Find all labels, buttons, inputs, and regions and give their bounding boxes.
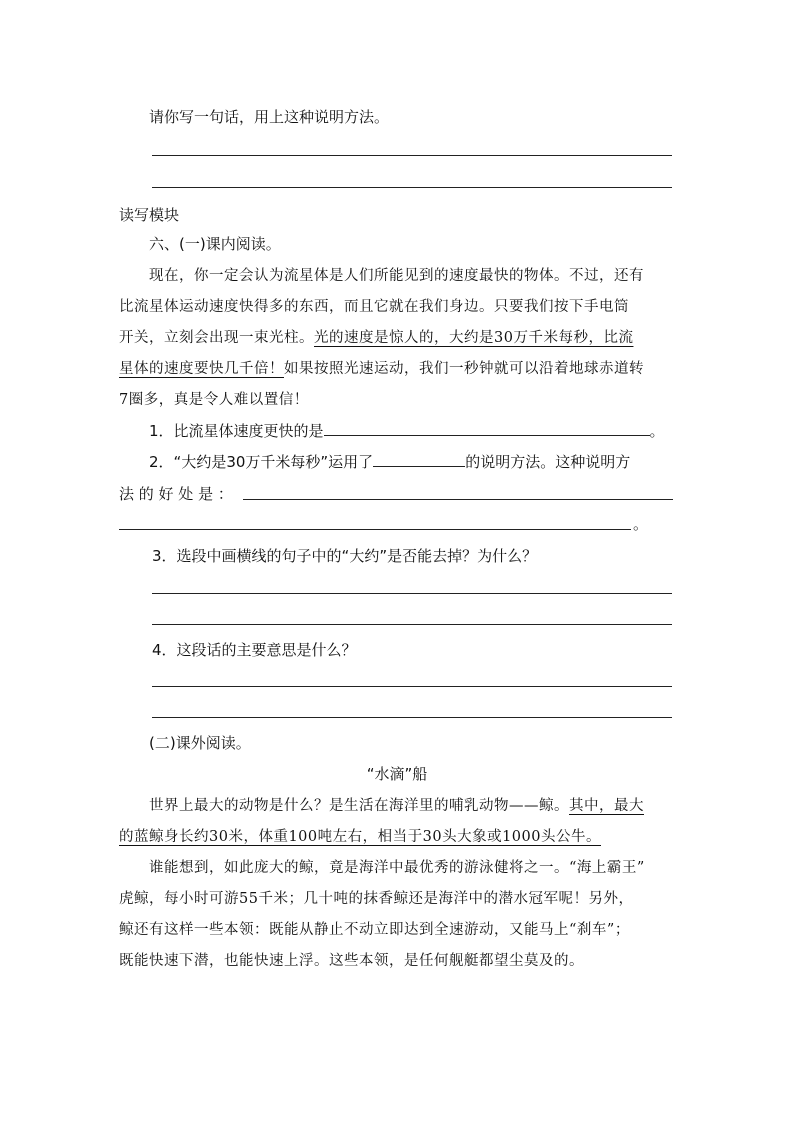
passage2-line2 bbox=[119, 827, 601, 847]
answer-line-2[interactable] bbox=[152, 187, 672, 188]
question-4-answer-line-1[interactable] bbox=[152, 686, 672, 687]
passage2-line1-plain: 世界上最大的动物是什么？是生活在海洋里的哺乳动物——鲸。 bbox=[149, 798, 569, 814]
module-title: 读写模块 bbox=[119, 206, 180, 224]
question-1 bbox=[149, 421, 665, 441]
question-1-blank[interactable] bbox=[324, 421, 650, 436]
passage1-line3 bbox=[119, 328, 633, 348]
section-extra-title: (二)课外阅读。 bbox=[149, 734, 251, 752]
section6-title: 六、(一)课内阅读。 bbox=[149, 235, 281, 253]
passage1-line4-underlined: 星体的速度要快几千倍！ bbox=[119, 361, 284, 377]
passage2-line2-underlined: 的蓝鲸身长约30米，体重100吨左右，相当于30头大象或1000头公牛。 bbox=[119, 829, 601, 845]
answer-line-1[interactable] bbox=[152, 155, 672, 156]
passage2-line4: 虎鲸，每小时可游55千米；几十吨的抹香鲸还是海洋中的潜水冠军呢！另外， bbox=[119, 891, 634, 907]
passage2-line6: 既能快速下潜，也能快速上浮。这些本领，是任何舰艇都望尘莫及的。 bbox=[119, 953, 584, 969]
passage1-line5: 7圈多，真是令人难以置信！ bbox=[119, 392, 309, 408]
passage1-line1: 现在，你一定会认为流星体是人们所能见到的速度最快的物体。不过，还有 bbox=[149, 268, 644, 284]
passage2-line1 bbox=[149, 796, 644, 816]
passage2-line5: 鲸还有这样一些本领：既能从静止不动立即达到全速游动，又能马上“刹车”； bbox=[119, 922, 630, 938]
passage2-line3: 谁能想到，如此庞大的鲸，竟是海洋中最优秀的游泳健将之一。“海上霸王” bbox=[149, 860, 645, 876]
question-2-line2: 法 的 好 处 是 ： bbox=[119, 485, 233, 503]
question-2-answer-line-2[interactable] bbox=[119, 529, 631, 530]
passage1-line3-plain: 开关，立刻会出现一束光柱。 bbox=[119, 330, 314, 346]
question-3-answer-line-1[interactable] bbox=[152, 593, 672, 594]
question-2-part1: 2．“大约是30万千米每秒”运用了 bbox=[149, 453, 374, 471]
article-title: “水滴”船 bbox=[366, 765, 428, 783]
passage1-line3-underlined: 光的速度是惊人的，大约是30万千米每秒，比流 bbox=[314, 330, 634, 346]
question-1-end: 。 bbox=[649, 422, 665, 440]
question-2 bbox=[149, 452, 630, 472]
question-4: 4．这段话的主要意思是什么？ bbox=[152, 641, 357, 659]
question-2-part2: 的说明方法。这种说明方 bbox=[465, 453, 631, 471]
passage1-line4-plain: 如果按照光速运动，我们一秒钟就可以沿着地球赤道转 bbox=[284, 361, 644, 377]
passage2-line1-underlined: 其中，最大 bbox=[569, 798, 644, 814]
passage1-line2: 比流星体运动速度快得多的东西，而且它就在我们身边。只要我们按下手电筒 bbox=[119, 299, 629, 315]
question-4-answer-line-2[interactable] bbox=[152, 717, 672, 718]
question-3: 3．选段中画横线的句子中的“大约”是否能去掉？为什么？ bbox=[152, 547, 538, 565]
question-2-end: 。 bbox=[633, 515, 649, 533]
question-2-answer-line-1[interactable] bbox=[243, 499, 673, 500]
question-2-blank[interactable] bbox=[373, 452, 465, 467]
passage1-line4 bbox=[119, 359, 644, 379]
question-1-text: 1．比流星体速度更快的是 bbox=[149, 422, 324, 440]
prompt-sentence: 请你写一句话，用上这种说明方法。 bbox=[149, 108, 390, 126]
question-3-answer-line-2[interactable] bbox=[152, 624, 672, 625]
